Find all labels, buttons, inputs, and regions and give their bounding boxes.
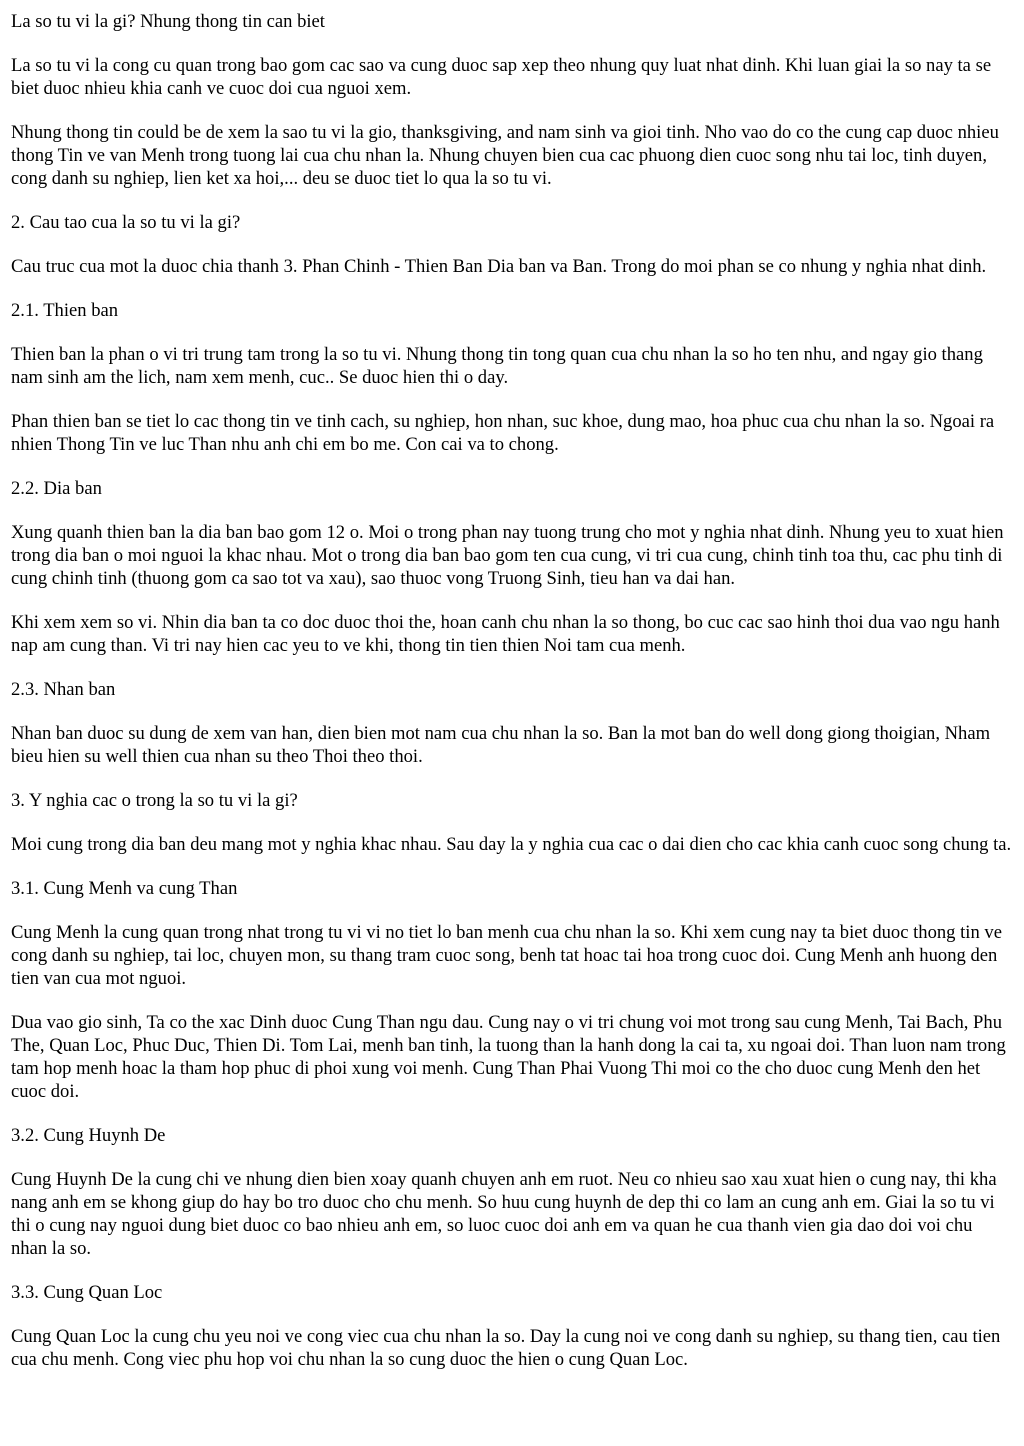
section-heading: 3.2. Cung Huynh De <box>11 1125 166 1146</box>
paragraph: Nhan ban duoc su dung de xem van han, dien bien mot nam cua chu nhan la so. Ban la mot ban do well dong giong thoigian, Nham bieu hien su well thien cua nhan su theo Thoi theo thoi. <box>11 723 991 767</box>
paragraph: Cung Huynh De la cung chi ve nhung dien bien xoay quanh chuyen anh em ruot. Neu co nhieu sao xau xuat hien o cung nay, thi kha nang anh em se khong giup do hay bo tro duoc cho chu menh. So huu cung huynh de dep thi co lam an cung anh em. Giai la so tu vi thi o cung nay nguoi dung biet duoc co bao nhieu anh em, so luoc cuoc doi anh em va quan he cua thanh vien gia dao doi voi chu nhan la so. <box>11 1169 997 1259</box>
paragraph: Moi cung trong dia ban deu mang mot y nghia khac nhau. Sau day la y nghia cua cac o dai dien cho cac khia canh cuoc song chung ta. <box>11 834 1012 855</box>
page-title: La so tu vi la gi? Nhung thong tin can biet <box>11 11 325 32</box>
paragraph: La so tu vi la cong cu quan trong bao gom cac sao va cung duoc sap xep theo nhung quy luat nhat dinh. Khi luan giai la so nay ta se biet duoc nhieu khia canh ve cuoc doi cua nguoi xem. <box>11 55 992 99</box>
paragraph: Thien ban la phan o vi tri trung tam trong la so tu vi. Nhung thong tin tong quan cua chu nhan la so ho ten nhu, and ngay gio thang nam sinh am the lich, nam xem menh, cuc.. Se duoc hien thi o day. <box>11 344 983 388</box>
paragraph: Cung Quan Loc la cung chu yeu noi ve cong viec cua chu nhan la so. Day la cung noi ve cong danh su nghiep, su thang tien, cau tien cua chu menh. Cong viec phu hop voi chu nhan la so cung duoc the hien o cung Quan Loc. <box>11 1326 1001 1370</box>
section-heading: 3.1. Cung Menh va cung Than <box>11 878 238 899</box>
paragraph: Khi xem xem so vi. Nhin dia ban ta co doc duoc thoi the, hoan canh chu nhan la so thong, bo cuc cac sao hinh thoi dua vao ngu hanh nap am cung than. Vi tri nay hien cac yeu to ve khi, thong tin tien thien Noi tam cua menh. <box>11 612 1000 656</box>
section-heading: 3.3. Cung Quan Loc <box>11 1282 163 1303</box>
paragraph: Dua vao gio sinh, Ta co the xac Dinh duoc Cung Than ngu dau. Cung nay o vi tri chung voi mot trong sau cung Menh, Tai Bach, Phu The, Quan Loc, Phuc Duc, Thien Di. Tom Lai, menh ban tinh, la tuong than la hanh dong la cai ta, xu ngoai doi. Than luon nam trong tam hop menh hoac la tham hop phuc di phoi xung voi menh. Cung Than Phai Vuong Thi moi co the cho duoc cung Menh den het cuoc doi. <box>11 1012 1006 1102</box>
section-heading: 3. Y nghia cac o trong la so tu vi la gi? <box>11 790 298 811</box>
paragraph: Xung quanh thien ban la dia ban bao gom 12 o. Moi o trong phan nay tuong trung cho mot y nghia nhat dinh. Nhung yeu to xuat hien trong dia ban o moi nguoi la khac nhau. Mot o trong dia ban bao gom ten cua cung, vi tri cua cung, chinh tinh toa thu, cac phu tinh di cung chinh tinh (thuong gom ca sao tot va xau), sao thuoc vong Truong Sinh, tieu han va dai han. <box>11 522 1004 589</box>
section-heading: 2.3. Nhan ban <box>11 679 116 700</box>
section-heading: 2.1. Thien ban <box>11 300 119 321</box>
section-heading: 2.2. Dia ban <box>11 478 102 499</box>
paragraph: Cau truc cua mot la duoc chia thanh 3. Phan Chinh - Thien Ban Dia ban va Ban. Trong do moi phan se co nhung y nghia nhat dinh. <box>11 256 987 277</box>
paragraph: Phan thien ban se tiet lo cac thong tin ve tinh cach, su nghiep, hon nhan, suc khoe, dung mao, hoa phuc cua chu nhan la so. Ngoai ra nhien Thong Tin ve luc Than nhu anh chi em bo me. Con cai va to chong. <box>11 411 995 455</box>
paragraph: Cung Menh la cung quan trong nhat trong tu vi vi no tiet lo ban menh cua chu nhan la so. Khi xem cung nay ta biet duoc thong tin ve cong danh su nghiep, tai loc, chuyen mon, su thang tram cuoc song, benh tat hoac tai hoa trong cuoc doi. Cung Menh anh huong den tien van cua mot nguoi. <box>11 922 1002 989</box>
section-heading: 2. Cau tao cua la so tu vi la gi? <box>11 212 241 233</box>
paragraph: Nhung thong tin could be de xem la sao tu vi la gio, thanksgiving, and nam sinh va gioi tinh. Nho vao do co the cung cap duoc nhieu thong Tin ve van Menh trong tuong lai cua chu nhan la. Nhung chuyen bien cua cac phuong dien cuoc song nhu tai loc, tinh duyen, cong danh su nghiep, lien ket xa hoi,... deu se duoc tiet lo qua la so tu vi. <box>11 122 999 189</box>
